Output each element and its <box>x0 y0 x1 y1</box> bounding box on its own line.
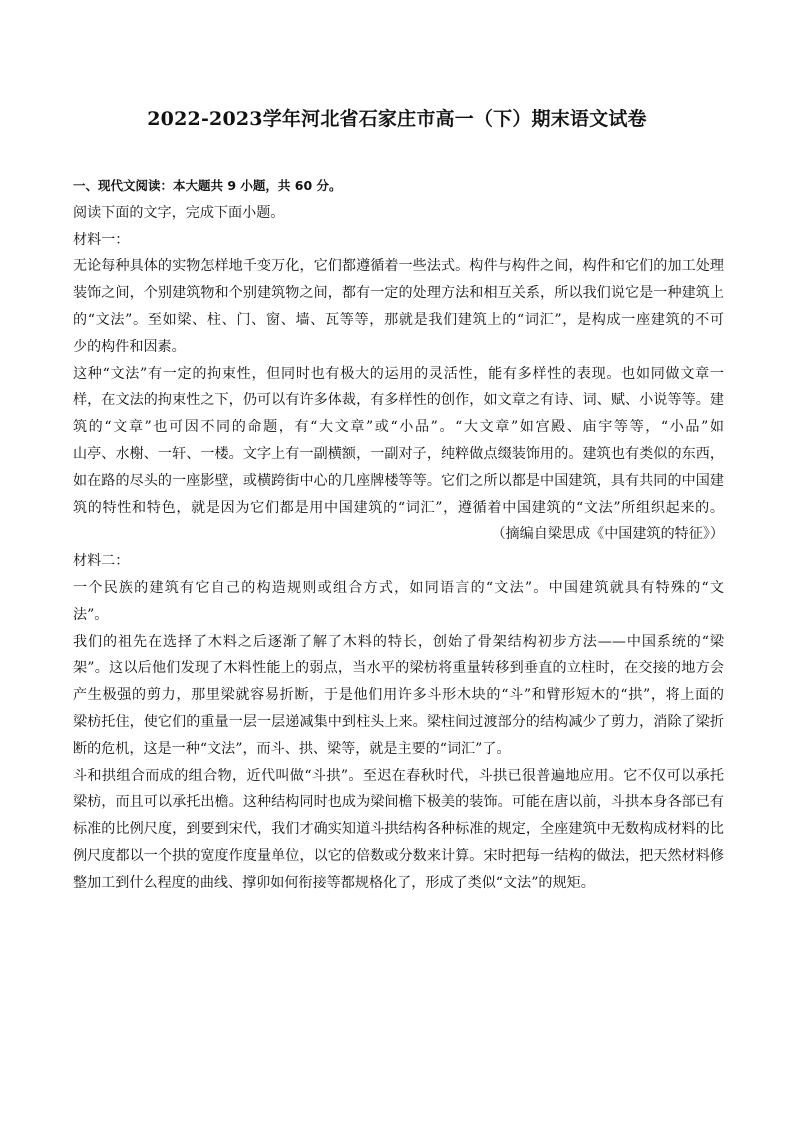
paragraph-line: 产生极强的剪力，那里梁就容易折断，于是他们用许多斗形木块的“斗”和臂形短木的“拱”，将上面的 <box>73 687 724 704</box>
paragraph-line: 架”。这以后他们发现了木料性能上的弱点，当水平的梁枋将重量转移到垂直的立柱时，在交接的地方会 <box>73 660 724 677</box>
paragraph-line: 梁枋，而且可以承托出檐。这种结构同时也成为梁间檐下极美的装饰。可能在唐以前，斗拱本身各部已有 <box>73 794 724 811</box>
paragraph-line: 断的危机，这是一种“文法”，而斗、拱、梁等，就是主要的“词汇”了。 <box>73 740 511 757</box>
document-body <box>73 173 724 897</box>
paragraph-line: 装饰之间，个别建筑物和个别建筑物之间，都有一定的处理方法和相互关系，所以我们说它是一种建筑上 <box>73 285 724 302</box>
source-citation: （摘编自梁思成《中国建筑的特征》） <box>491 526 724 543</box>
paragraph-line: 无论每种具体的实物怎样地千变万化，它们都遵循着一些法式。构件与构件之间，构件和它们的加工处理 <box>73 258 724 275</box>
paragraph-line: 山亭、水榭、一轩、一楼。文字上有一副横额，一副对子，纯粹做点缀装饰用的。建筑也有类似的东西， <box>73 445 724 462</box>
paragraph-line: 的“文法”。至如梁、柱、门、窗、墙、瓦等等，那就是我们建筑上的“词汇”，是构成一座建筑的不可 <box>73 311 724 328</box>
section-heading: 一、现代文阅读：本大题共 9 小题，共 60 分。 <box>73 178 342 193</box>
page-title: 2022-2023学年河北省石家庄市高一（下）期末语文试卷 <box>147 108 647 130</box>
paragraph-line: 筑的特性和特色，就是因为它们都是用中国建筑的“词汇”，遵循着中国建筑的“文法”所组织起来的。 <box>73 499 724 516</box>
paragraph-line: 标准的比例尺度，到要到宋代，我们才确实知道斗拱结构各种标准的规定，全座建筑中无数构成材料的比 <box>73 821 724 838</box>
paragraph-line: 斗和拱组合而成的组合物，近代叫做“斗拱”。至迟在春秋时代，斗拱已很普遍地应用。它不仅可以承托 <box>73 767 724 784</box>
paragraph-line: 一个民族的建筑有它自己的构造规则或组合方式，如同语言的“文法”。中国建筑就具有特殊的“文 <box>73 579 724 596</box>
material-2-label: 材料二： <box>73 553 130 570</box>
paragraph-line: 如在路的尽头的一座影壁，或横跨街中心的几座牌楼等等。它们之所以都是中国建筑，具有共同的中国建 <box>73 472 724 489</box>
paragraph-line: 这种“文法”有一定的拘束性，但同时也有极大的运用的灵活性，能有多样性的表现。也如同做文章一 <box>73 365 724 382</box>
paragraph-line: 样，在文法的拘束性之下，仍可以有许多体裁，有多样性的创作，如文章之有诗、词、赋、小说等等。建 <box>73 392 724 409</box>
paragraph-line: 法”。 <box>73 606 109 623</box>
paragraph-line: 筑的“文章”也可因不同的命题，有“大文章”或“小品”。“大文章”如宫殿、庙宇等等，“小品”如 <box>73 419 724 436</box>
instruction-text: 阅读下面的文字，完成下面小题。 <box>73 204 285 221</box>
paragraph-line: 梁枋托住，使它们的重量一层一层递减集中到柱头上来。梁柱间过渡部分的结构减少了剪力，消除了梁折 <box>73 713 724 730</box>
paragraph-line: 例尺度都以一个拱的宽度作度量单位，以它的倍数或分数来计算。宋时把每一结构的做法，把天然材料修 <box>73 847 724 864</box>
paragraph-line: 整加工到什么程度的曲线、撑卯如何衔接等都规格化了，形成了类似“文法”的规矩。 <box>73 874 595 891</box>
paragraph-line: 少的构件和因素。 <box>73 338 186 355</box>
material-1-label: 材料一： <box>73 231 130 248</box>
paragraph-line: 我们的祖先在选择了木料之后逐渐了解了木料的特长，创始了骨架结构初步方法——中国系统的“梁 <box>73 633 724 650</box>
